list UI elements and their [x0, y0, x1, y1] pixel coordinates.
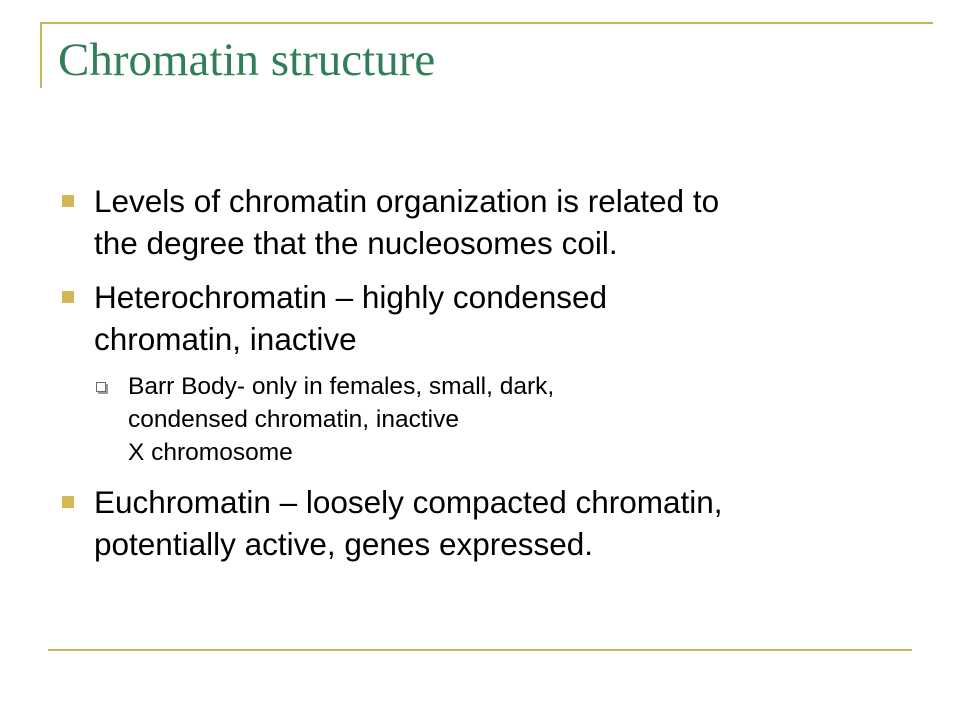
gold-square-bullet-icon: [62, 195, 74, 207]
gold-square-bullet-icon: [62, 496, 74, 508]
footer-divider-line: [48, 649, 912, 651]
title-frame-top-line: [40, 22, 933, 24]
sub-bullet-text-line: condensed chromatin, inactive: [128, 406, 459, 433]
bullet-text-line: chromatin, inactive: [94, 321, 357, 357]
hollow-square-bullet-icon: [96, 382, 106, 392]
sub-bullet-text-line: Barr Body- only in females, small, dark,: [128, 373, 555, 400]
bullet-levels-of-organization: [60, 180, 900, 264]
title-frame-left-line: [40, 22, 42, 88]
bullet-euchromatin: [60, 481, 900, 565]
sub-bullet-barr-body: [94, 370, 900, 469]
bullet-text-line: the degree that the nucleosomes coil.: [94, 225, 618, 261]
gold-square-bullet-icon: [62, 291, 74, 303]
bullet-list: [60, 180, 900, 577]
bullet-text-line: potentially active, genes expressed.: [94, 526, 594, 562]
bullet-text-line: Levels of chromatin organization is related to: [94, 183, 720, 219]
slide-title: Chromatin structure: [58, 34, 436, 86]
sub-bullet-list: [94, 370, 900, 469]
bullet-text-line: Heterochromatin – highly condensed: [94, 279, 608, 315]
bullet-text-line: Euchromatin – loosely compacted chromatin,: [94, 484, 723, 520]
bullet-heterochromatin: [60, 276, 900, 469]
sub-bullet-text-line: X chromosome: [128, 439, 293, 466]
